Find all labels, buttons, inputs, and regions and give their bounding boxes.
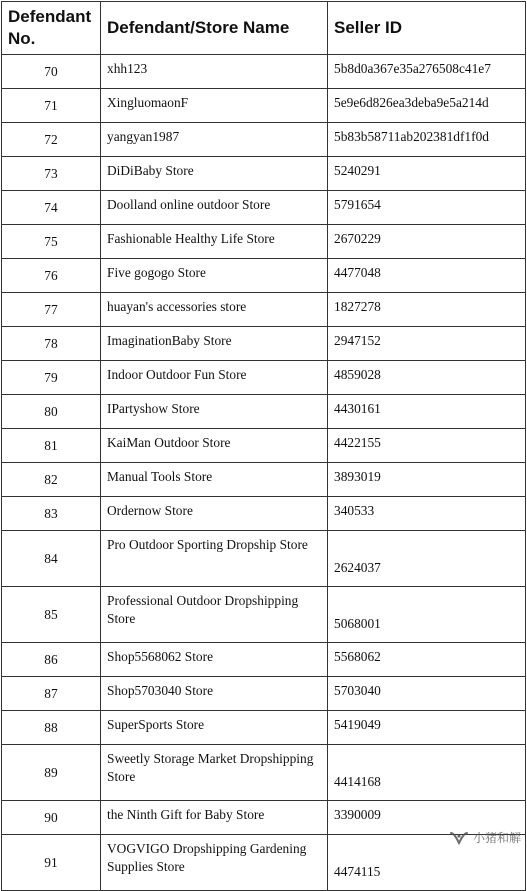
store-name: yangyan1987 bbox=[101, 123, 328, 157]
table-row bbox=[2, 293, 526, 327]
seller-id: 3893019 bbox=[328, 463, 526, 497]
defendant-number: 87 bbox=[2, 677, 101, 711]
store-name: XingluomaonF bbox=[101, 89, 328, 123]
watermark-text: 小猪和解 bbox=[472, 831, 521, 845]
defendant-number: 77 bbox=[2, 293, 101, 327]
table-row bbox=[2, 497, 526, 531]
table-row bbox=[2, 157, 526, 191]
table-row bbox=[2, 123, 526, 157]
seller-id: 5068001 bbox=[328, 587, 526, 643]
defendant-number: 73 bbox=[2, 157, 101, 191]
store-name: Doolland online outdoor Store bbox=[101, 191, 328, 225]
defendant-number: 72 bbox=[2, 123, 101, 157]
store-name: Five gogogo Store bbox=[101, 259, 328, 293]
store-name: Manual Tools Store bbox=[101, 463, 328, 497]
seller-id: 5791654 bbox=[328, 191, 526, 225]
store-name: Shop5568062 Store bbox=[101, 643, 328, 677]
table-row bbox=[2, 191, 526, 225]
store-name: Indoor Outdoor Fun Store bbox=[101, 361, 328, 395]
table-row bbox=[2, 463, 526, 497]
table-row bbox=[2, 531, 526, 587]
defendant-number: 90 bbox=[2, 801, 101, 835]
header-seller-id: Seller ID bbox=[328, 2, 526, 55]
defendant-number: 82 bbox=[2, 463, 101, 497]
seller-id: 5240291 bbox=[328, 157, 526, 191]
store-name: Fashionable Healthy Life Store bbox=[101, 225, 328, 259]
defendant-number: 71 bbox=[2, 89, 101, 123]
seller-id: 5703040 bbox=[328, 677, 526, 711]
seller-id: 5568062 bbox=[328, 643, 526, 677]
defendant-number: 81 bbox=[2, 429, 101, 463]
defendant-number: 80 bbox=[2, 395, 101, 429]
store-name: IPartyshow Store bbox=[101, 395, 328, 429]
seller-id: 4859028 bbox=[328, 361, 526, 395]
defendant-number: 78 bbox=[2, 327, 101, 361]
store-name: Shop5703040 Store bbox=[101, 677, 328, 711]
seller-id: 1827278 bbox=[328, 293, 526, 327]
defendant-number: 84 bbox=[2, 531, 101, 587]
table-row bbox=[2, 361, 526, 395]
seller-id: 3390009 bbox=[328, 801, 526, 835]
defendant-number: 75 bbox=[2, 225, 101, 259]
seller-id: 2624037 bbox=[328, 531, 526, 587]
table-header-row bbox=[2, 2, 526, 55]
store-name: ImaginationBaby Store bbox=[101, 327, 328, 361]
store-name: Ordernow Store bbox=[101, 497, 328, 531]
seller-id: 4422155 bbox=[328, 429, 526, 463]
header-store-name: Defendant/Store Name bbox=[101, 2, 328, 55]
store-name: DiDiBaby Store bbox=[101, 157, 328, 191]
table-row bbox=[2, 225, 526, 259]
defendant-number: 89 bbox=[2, 745, 101, 801]
store-name: Pro Outdoor Sporting Dropship Store bbox=[101, 531, 328, 587]
table-row bbox=[2, 395, 526, 429]
table-row bbox=[2, 745, 526, 801]
defendant-number: 88 bbox=[2, 711, 101, 745]
wechat-channel-icon bbox=[449, 830, 469, 846]
seller-id: 5b83b58711ab202381df1f0d bbox=[328, 123, 526, 157]
seller-id: 4430161 bbox=[328, 395, 526, 429]
defendant-number: 86 bbox=[2, 643, 101, 677]
seller-id: 340533 bbox=[328, 497, 526, 531]
defendant-number: 85 bbox=[2, 587, 101, 643]
defendants-table bbox=[1, 1, 526, 891]
store-name: xhh123 bbox=[101, 55, 328, 89]
store-name: VOGVIGO Dropshipping Gardening Supplies Store bbox=[101, 835, 328, 891]
defendant-number: 76 bbox=[2, 259, 101, 293]
seller-id: 5e9e6d826ea3deba9e5a214d bbox=[328, 89, 526, 123]
table-row bbox=[2, 643, 526, 677]
defendant-number: 70 bbox=[2, 55, 101, 89]
table-row bbox=[2, 677, 526, 711]
seller-id: 2670229 bbox=[328, 225, 526, 259]
store-name: Professional Outdoor Dropshipping Store bbox=[101, 587, 328, 643]
header-defendant-no: Defendant No. bbox=[2, 2, 101, 55]
seller-id: 4477048 bbox=[328, 259, 526, 293]
table-body bbox=[2, 55, 526, 891]
defendant-number: 74 bbox=[2, 191, 101, 225]
seller-id: 5b8d0a367e35a276508c41e7 bbox=[328, 55, 526, 89]
store-name: the Ninth Gift for Baby Store bbox=[101, 801, 328, 835]
defendant-number: 91 bbox=[2, 835, 101, 891]
table-row bbox=[2, 55, 526, 89]
store-name: KaiMan Outdoor Store bbox=[101, 429, 328, 463]
seller-id: 5419049 bbox=[328, 711, 526, 745]
seller-id: 4414168 bbox=[328, 745, 526, 801]
table-row bbox=[2, 835, 526, 891]
table-row bbox=[2, 711, 526, 745]
store-name: SuperSports Store bbox=[101, 711, 328, 745]
table-row bbox=[2, 327, 526, 361]
store-name: Sweetly Storage Market Dropshipping Store bbox=[101, 745, 328, 801]
table-row bbox=[2, 801, 526, 835]
table-row bbox=[2, 259, 526, 293]
table-row bbox=[2, 587, 526, 643]
store-name: huayan's accessories store bbox=[101, 293, 328, 327]
seller-id: 2947152 bbox=[328, 327, 526, 361]
defendant-number: 83 bbox=[2, 497, 101, 531]
watermark bbox=[449, 829, 521, 846]
table-row bbox=[2, 89, 526, 123]
seller-id: 4474115 bbox=[328, 835, 526, 891]
defendant-number: 79 bbox=[2, 361, 101, 395]
table-row bbox=[2, 429, 526, 463]
